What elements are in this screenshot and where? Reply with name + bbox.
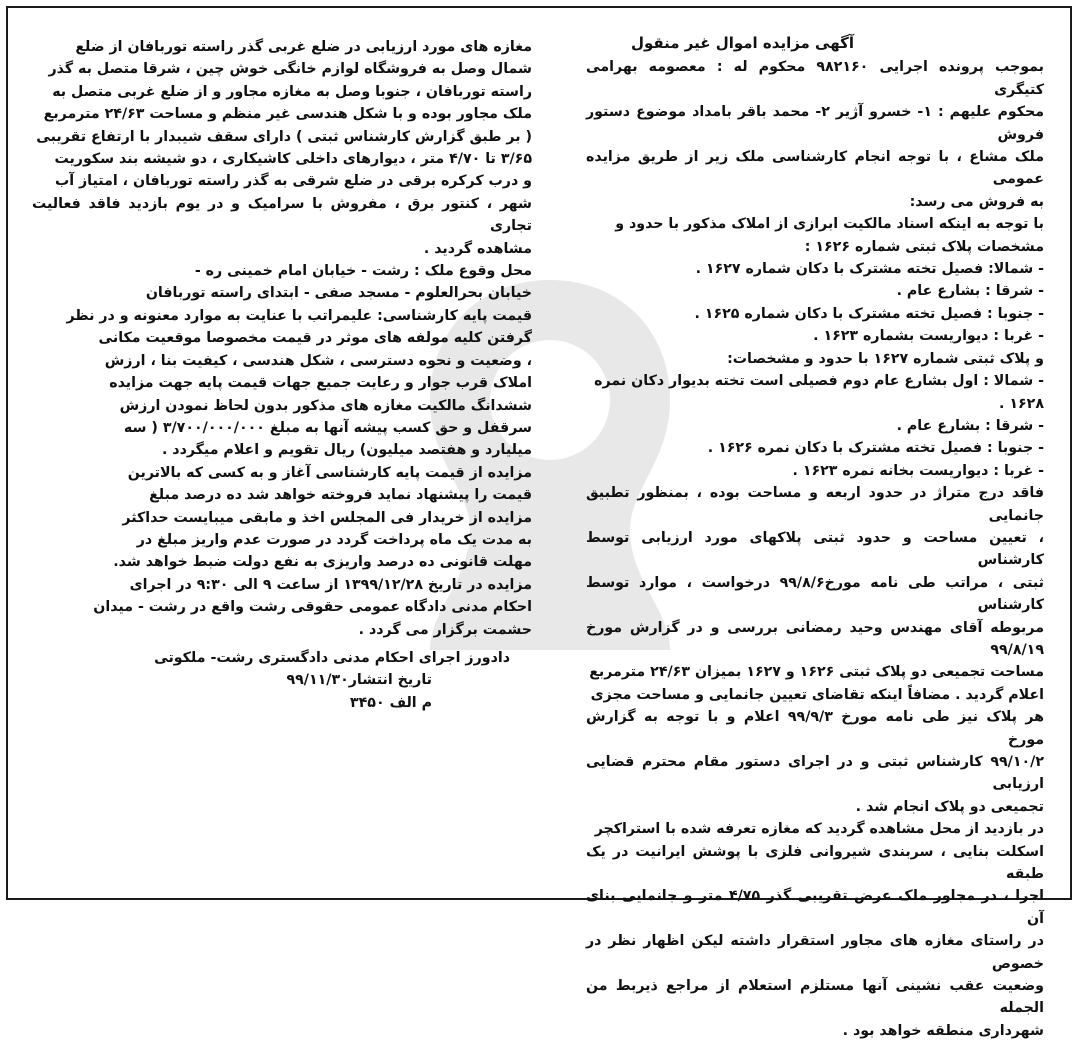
reference-code: م الف ۳۴۵۰ bbox=[349, 694, 432, 711]
text-line: ۹۹/۱۰/۲ کارشناس ثبتی و در اجرای دستور مقام محترم قضایی ارزیابی bbox=[586, 754, 1044, 793]
text-line: با توجه به اینکه اسناد مالکیت ابرازی از املاک مذکور با حدود و bbox=[615, 216, 1044, 233]
text-line: ، تعیین مساحت و حدود ثبتی پلاکهای مورد ارزیابی توسط کارشناس bbox=[586, 529, 1044, 569]
text-line: مشخصات پلاک ثبتی شماره ۱۶۲۶ : bbox=[804, 238, 1044, 255]
text-line: ملک مجاور بوده و با شکل هندسی غیر منظم و مساحت ۲۴/۶۳ مترمربع bbox=[43, 106, 532, 123]
text-line: هر پلاک نیز طی نامه مورخ ۹۹/۹/۳ اعلام و با توجه به گزارش مورخ bbox=[586, 709, 1044, 748]
text-line: - شمالا: فصیل تخته مشترک با دکان شماره ۱۶۲۷ . bbox=[695, 261, 1044, 278]
signature: دادورز اجرای احکام مدنی دادگستری رشت- ملکوتی bbox=[154, 649, 510, 666]
text-line: و درب کرکره برقی در ضلع شرقی به گذر راسته توربافان ، امتیاز آب bbox=[54, 173, 532, 190]
text-line: به مدت یک ماه پرداخت گردد در صورت عدم واریز مبلغ در bbox=[136, 531, 532, 548]
text-line: فاقد درج متراژ در حدود اربعه و مساحت بوده ، بمنظور تطبیق جانمایی bbox=[586, 485, 1044, 524]
text-line: - شمالا : اول بشارع عام دوم فصیلی است تخته بدیوار دکان نمره bbox=[594, 373, 1044, 390]
text-line: شمال وصل به فروشگاه لوازم خانگی خوش چین ، شرقا متصل به گذر bbox=[48, 61, 532, 78]
text-line: مزایده در تاریخ ۱۳۹۹/۱۲/۲۸ از ساعت ۹ الی ۹:۳۰ در اجرای bbox=[129, 576, 532, 593]
text-line: راسته توربافان ، جنوبا وصل به مغازه مجاور و از ضلع غربی متصل به bbox=[52, 83, 532, 100]
publish-date: تاریخ انتشار۹۹/۱۱/۳۰ bbox=[286, 672, 432, 689]
text-line: مزایده از خریدار فی المجلس اخذ و مابقی میبایست حداکثر bbox=[122, 509, 532, 526]
right-column bbox=[586, 32, 1044, 1042]
text-line: مزایده از قیمت پایه کارشناسی آغاز و به کسی که بالاترین bbox=[127, 464, 532, 481]
text-line: میلیارد و هفتصد میلیون) ریال تقویم و اعلام میگردد . bbox=[161, 442, 532, 459]
text-line: وضعیت عقب نشینی آنها مستلزم استعلام از مراجع ذیربط من الجمله bbox=[586, 978, 1044, 1017]
text-line: ثبتی ، مراتب طی نامه مورخ۹۹/۸/۶ درخواست ، موارد توسط کارشناس bbox=[586, 574, 1045, 614]
text-line: سرقفل و حق کسب پیشه آنها به مبلغ ۳/۷۰۰/۰۰۰/۰۰۰ ( سه bbox=[123, 419, 532, 436]
text-line: محکوم علیهم : ۱- خسرو آژیر ۲- محمد باقر بامداد موضوع دستور فروش bbox=[586, 104, 1045, 143]
text-line: شهر ، کنتور برق ، مفروش با سرامیک و در یوم بازدید فاقد فعالیت تجاری bbox=[32, 195, 532, 235]
text-line: ملک مشاع ، با توجه انجام کارشناسی ملک زیر از طریق مزایده عمومی bbox=[586, 149, 1044, 188]
notice-title: آگهی مزایده اموال غیر منقول bbox=[630, 34, 854, 52]
text-line: املاک قرب جوار و رعایت جمیع جهات قیمت پایه جهت مزایده bbox=[109, 375, 532, 392]
text-line: - جنوبا : فصیل تخته مشترک با دکان شماره ۱۶۲۵ . bbox=[694, 305, 1044, 322]
text-line: احکام مدنی دادگاه عمومی حقوقی رشت واقع در رشت - میدان bbox=[93, 599, 532, 616]
text-line: مربوطه آقای مهندس وحید رمضانی بررسی و در گزارش مورخ ۹۹/۸/۱۹ bbox=[586, 619, 1044, 658]
text-line: حشمت برگزار می گردد . bbox=[358, 621, 532, 638]
text-line: شهرداری منطقه خواهد بود . bbox=[842, 1022, 1044, 1039]
left-column-text bbox=[32, 36, 532, 641]
text-line: در بازدید از محل مشاهده گردید که مغازه تعرفه شده با استراکچر bbox=[594, 821, 1044, 838]
text-line: ( بر طبق گزارش کارشناس ثبتی ) دارای سقف شیبدار با ارتفاع تقریبی bbox=[36, 128, 532, 145]
text-line: - جنوبا : فصیل تخته مشترک با دکان نمره ۱۶۲۶ . bbox=[707, 440, 1044, 457]
text-line: مساحت تجمیعی دو پلاک ثبتی ۱۶۲۶ و ۱۶۲۷ بمیزان ۲۴/۶۳ مترمربع bbox=[589, 664, 1044, 681]
text-line: مغازه های مورد ارزیابی در ضلع غربی گذر راسته توربافان از ضلع bbox=[75, 39, 532, 55]
text-line: اجرا ، در مجاور ملک عرض تقریبی گذر ۴/۷۵ متر و جانمایی بنای آن bbox=[586, 888, 1045, 927]
text-line: تجمیعی دو پلاک انجام شد . bbox=[855, 798, 1044, 815]
text-line: اسکلت بنایی ، سربندی شیروانی فلزی با پوشش ایرانیت در یک طبقه bbox=[586, 843, 1044, 883]
text-line: در راستای مغازه های مجاور استقرار داشته لیکن اظهار نظر در خصوص bbox=[586, 933, 1044, 972]
text-line: قیمت را پیشنهاد نماید فروخته خواهد شد ده درصد مبلغ bbox=[149, 487, 532, 504]
text-line: بموجب پرونده اجرایی ۹۸۲۱۶۰ محکوم له : معصومه بهرامی کتیگری bbox=[586, 59, 1045, 98]
text-line: ششدانگ مالکیت مغازه های مذکور بدون لحاظ نمودن ارزش bbox=[119, 397, 532, 414]
text-line: ، وضعیت و نحوه دسترسی ، شکل هندسی ، کیفیت بنا ، ارزش bbox=[104, 352, 532, 369]
right-column-text bbox=[586, 56, 1044, 1042]
text-line: به فروش می رسد: bbox=[909, 193, 1044, 210]
text-line: و پلاک ثبتی شماره ۱۶۲۷ با حدود و مشخصات: bbox=[727, 350, 1044, 367]
text-line: ۱۶۲۸ . bbox=[999, 395, 1044, 412]
text-line: خیابان بحرالعلوم - مسجد صفی - ابتدای راسته توربافان bbox=[145, 285, 532, 302]
text-line: - شرقا : بشارع عام . bbox=[896, 417, 1044, 434]
text-line: - غربا : دیواریست بشماره ۱۶۲۳ . bbox=[813, 328, 1044, 345]
notice-footer bbox=[32, 647, 532, 714]
text-line: - غربا : دیواریست بخانه نمره ۱۶۲۳ . bbox=[792, 462, 1044, 479]
text-line: مشاهده گردید . bbox=[423, 240, 532, 257]
text-line: گرفتن کلیه مولفه های موثر در قیمت مخصوصا موقعیت مکانی bbox=[98, 330, 532, 347]
text-line: ۳/۶۵ تا ۴/۷۰ متر ، دیوارهای داخلی کاشیکاری ، دو شیشه بند سکوریت bbox=[54, 151, 532, 168]
text-line: مهلت قانونی ده درصد واریزی به نفع دولت ضبط خواهد شد. bbox=[113, 554, 532, 571]
text-line: - شرقا : بشارع عام . bbox=[896, 283, 1044, 300]
left-column bbox=[32, 36, 532, 714]
text-line: محل وقوع ملک : رشت - خیابان امام خمینی ره - bbox=[194, 263, 532, 280]
text-line: اعلام گردید . مضافاً اینکه تقاضای تعیین جانمایی و مساحت مجزی bbox=[590, 686, 1044, 703]
text-line: قیمت پایه کارشناسی: علیمراتب با عنایت به موارد معنونه و در نظر bbox=[66, 307, 532, 324]
